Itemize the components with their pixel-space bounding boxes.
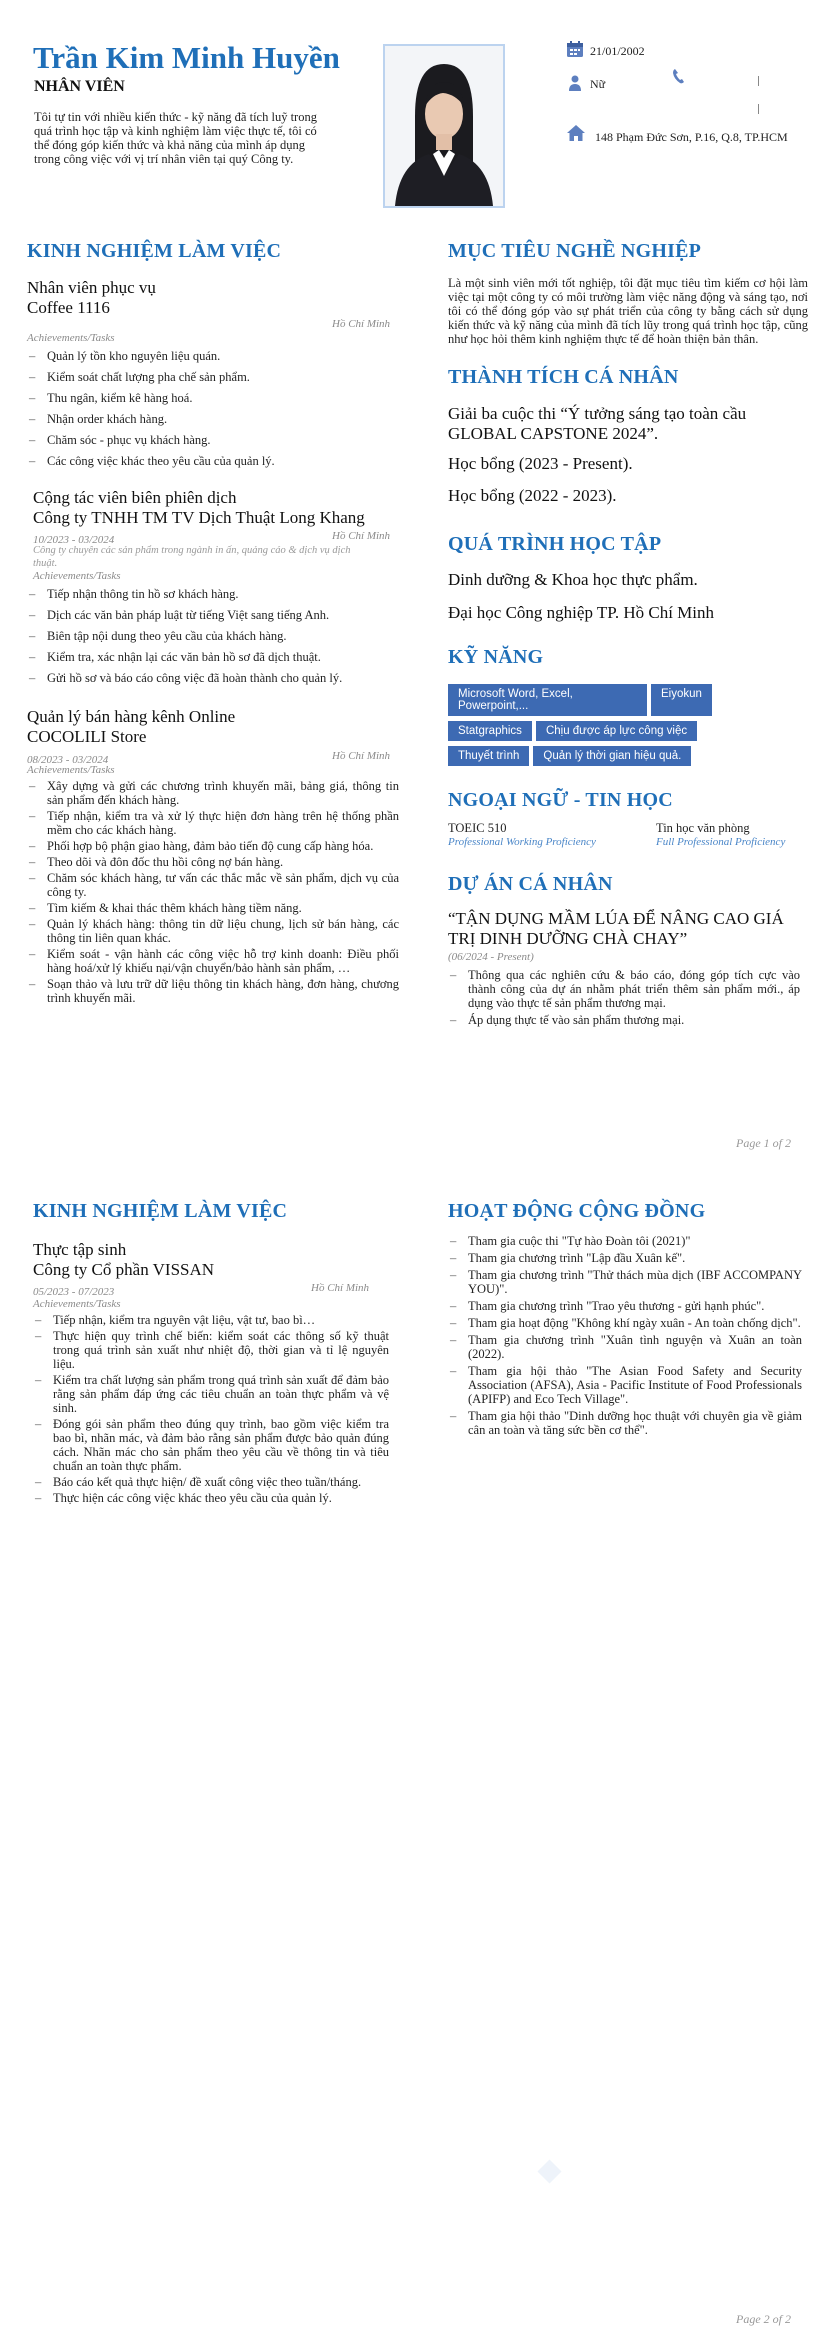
task-item: – Xây dựng và gửi các chương trình khuyến mãi, bảng giá, thông tin sản phẩm đến khách hàng.	[27, 779, 399, 807]
education-major: Dinh dưỡng & Khoa học thực phẩm.	[448, 570, 698, 589]
task-item: – Tìm kiếm & khai thác thêm khách hàng tiềm năng.	[27, 901, 399, 915]
task-item: – Soạn thảo và lưu trữ dữ liệu thông tin khách hàng, đơn hàng, chương trình khuyến mãi.	[27, 977, 399, 1005]
experience-section-title: KINH NGHIỆM LÀM VIỆC	[27, 240, 282, 262]
achievement-item: Học bổng (2022 - 2023).	[448, 486, 617, 505]
job-date: 10/2023 - 03/2024	[33, 534, 115, 546]
achievement-item: Giải ba cuộc thi “Ý tưởng sáng tạo toàn cầu GLOBAL CAPSTONE 2024”.	[448, 404, 747, 443]
task-item: – Kiểm tra, xác nhận lại các văn bản hồ sơ đã dịch thuật.	[27, 650, 397, 664]
tasks-label: Achievements/Tasks	[33, 1298, 121, 1310]
community-item: – Tham gia chương trình "Lập đầu Xuân kế".	[448, 1251, 802, 1265]
community-item: – Tham gia cuộc thi "Tự hào Đoàn tôi (2021)"	[448, 1234, 802, 1248]
task-item: – Tiếp nhận thông tin hồ sơ khách hàng.	[27, 587, 397, 601]
job-role: Quản lý bán hàng kênh Online	[27, 707, 236, 726]
community-item: – Tham gia chương trình "Xuân tình nguyện và Xuân an toàn (2022).	[448, 1333, 802, 1361]
page-number: Page 1 of 2	[736, 1136, 791, 1150]
community-item: – Tham gia hội thảo "The Asian Food Safety and Security Association (AFSA), Asia - Pacific Institute of Food Professionals (APIFP) and Eco Tech Village".	[448, 1364, 802, 1406]
education-school: Đại học Công nghiệp TP. Hồ Chí Minh	[448, 603, 715, 622]
task-item: – Các công việc khác theo yêu cầu của quản lý.	[27, 454, 397, 468]
contact-separator	[758, 76, 759, 86]
community-item: – Tham gia chương trình "Thử thách mùa dịch (IBF ACCOMPANY YOU)".	[448, 1268, 802, 1296]
job-role: Cộng tác viên biên phiên dịch	[33, 488, 237, 507]
job-date: 05/2023 - 07/2023	[33, 1286, 115, 1298]
portrait-image	[385, 46, 503, 206]
task-item: – Báo cáo kết quả thực hiện/ đề xuất công việc theo tuần/tháng.	[33, 1475, 389, 1489]
job-date: 08/2023 - 03/2024	[27, 754, 109, 766]
job-location: Hồ Chí Minh	[332, 750, 391, 762]
task-item: – Thu ngân, kiểm kê hàng hoá.	[27, 391, 397, 405]
community-section-title: HOẠT ĐỘNG CỘNG ĐỒNG	[448, 1200, 706, 1222]
languages-section-title: NGOẠI NGỮ - TIN HỌC	[448, 789, 673, 811]
task-item: – Nhận order khách hàng.	[27, 412, 397, 426]
job-role: Nhân viên phục vụ	[27, 278, 156, 297]
objective-section-title: MỤC TIÊU NGHỀ NGHIỆP	[448, 240, 702, 262]
community-item: – Tham gia hội thảo "Dinh dưỡng học thuật với chuyên gia về giảm cân an toàn và tăng sức bền cơ thể".	[448, 1409, 802, 1437]
community-list	[448, 1234, 802, 1437]
job-entry	[27, 707, 399, 1005]
job-company: Công ty TNHH TM TV Dịch Thuật Long Khang	[33, 508, 365, 527]
job-location: Hồ Chí Minh	[311, 1282, 370, 1294]
job-company: Coffee 1116	[27, 298, 110, 317]
task-item: – Theo dõi và đôn đốc thu hồi công nợ bán hàng.	[27, 855, 399, 869]
gender-icon	[566, 74, 584, 92]
task-item: – Phối hợp bộ phận giao hàng, đảm bảo tiến độ cung cấp hàng hóa.	[27, 839, 399, 853]
achievement-item: Học bổng (2023 - Present).	[448, 454, 633, 473]
education-section-title: QUÁ TRÌNH HỌC TẬP	[448, 533, 662, 555]
task-item: – Kiểm tra chất lượng sản phẩm trong quá trình sản xuất để đảm bảo rằng sản phẩm đáp ứng các tiêu chuẩn an toàn thực phẩm và vệ sinh.	[33, 1373, 389, 1415]
task-list	[27, 779, 399, 1005]
language-name: TOEIC 510	[448, 821, 507, 835]
task-list	[27, 587, 397, 685]
skill-tag: Statgraphics	[448, 721, 532, 741]
skill-tag: Thuyết trình	[448, 746, 529, 766]
task-item: – Thực hiện các công việc khác theo yêu cầu của quản lý.	[33, 1491, 389, 1505]
address-value: 148 Phạm Đức Sơn, P.16, Q.8, TP.HCM	[595, 130, 788, 144]
projects-section-title: DỰ ÁN CÁ NHÂN	[448, 873, 613, 895]
job-entry	[33, 488, 397, 685]
project-task-list	[448, 968, 800, 1027]
task-item: – Thực hiện quy trình chế biến: kiểm soát các thông số kỹ thuật trong quá trình sản xuất như nhiệt độ, thời gian và tỉ lệ nguyên liệu.	[33, 1329, 389, 1371]
task-item: – Biên tập nội dung theo yêu cầu của khách hàng.	[27, 629, 397, 643]
skill-tag: Chịu được áp lực công việc	[536, 721, 697, 741]
skill-tag: Eiyokun	[651, 684, 712, 716]
task-item: – Chăm sóc khách hàng, tư vấn các thắc mắc về sản phẩm, dịch vụ của công ty.	[27, 871, 399, 899]
tasks-label: Achievements/Tasks	[27, 764, 115, 776]
language-level: Full Professional Proficiency	[656, 836, 786, 848]
candidate-name: Trần Kim Minh Huyền	[33, 40, 340, 75]
contact-separator	[758, 104, 759, 114]
task-item: – Gửi hồ sơ và báo cáo công việc đã hoàn thành cho quản lý.	[27, 671, 397, 685]
task-item: – Quản lý khách hàng: thông tin dữ liệu chung, lịch sử bán hàng, các thông tin liên quan khác.	[27, 917, 399, 945]
job-role: Thực tập sinh	[33, 1240, 127, 1259]
home-icon	[566, 124, 586, 142]
skills-tags	[448, 684, 818, 771]
tasks-label: Achievements/Tasks	[27, 332, 115, 344]
tasks-label: Achievements/Tasks	[33, 570, 121, 582]
task-item: – Dịch các văn bản pháp luật từ tiếng Việt sang tiếng Anh.	[27, 608, 397, 622]
task-item: – Chăm sóc - phục vụ khách hàng.	[27, 433, 397, 447]
language-level: Professional Working Proficiency	[448, 836, 596, 848]
candidate-summary: Tôi tự tin với nhiều kiến thức - kỹ năng đã tích luỹ trong quá trình học tập và kinh nghiệm làm việc thực tế, tôi có thể đóng góp kiến thức và khả năng của mình áp dụng trong công việc với vị trí nhân viên tại quý Công ty.	[34, 110, 317, 166]
experience-section-title: KINH NGHIỆM LÀM VIỆC	[33, 1200, 288, 1222]
job-entry	[33, 1240, 389, 1505]
task-item: – Áp dụng thực tế vào sản phẩm thương mại.	[448, 1013, 800, 1027]
project-date: (06/2024 - Present)	[448, 951, 534, 963]
calendar-icon	[566, 40, 584, 58]
achievements-section-title: THÀNH TÍCH CÁ NHÂN	[448, 366, 679, 388]
job-location: Hồ Chí Minh	[332, 318, 391, 330]
language-name: Tin học văn phòng	[656, 821, 750, 835]
profile-photo	[383, 44, 505, 208]
task-item: – Kiểm soát chất lượng pha chế sản phẩm.	[27, 370, 397, 384]
dob-value: 21/01/2002	[590, 44, 645, 58]
task-item: – Kiểm soát - vận hành các công việc hỗ trợ kinh doanh: Điều phối hàng hoá/xử lý khiếu nại/vận chuyển/bảo hành sản phẩm, …	[27, 947, 399, 975]
objective-text: Là một sinh viên mới tốt nghiệp, tôi đặt mục tiêu tìm kiếm cơ hội làm việc tại một công ty có môi trường làm việc năng động và sáng tạo, nơi tôi có thể đóng góp vào sự phát triển của công ty bằng cách sử dụng kiến thức và kỹ năng của mình đã tích lũy trong quá trình học tập, cũng như học hỏi thêm kinh nghiệm thực tế để hoàn thiện bản thân.	[448, 276, 808, 346]
watermark-diamond	[537, 2159, 561, 2183]
skills-section-title: KỸ NĂNG	[448, 646, 544, 668]
task-list	[33, 1313, 389, 1505]
task-item: – Thông qua các nghiên cứu & báo cáo, đóng góp tích cực vào thành công của dự án nhằm phát triển thêm sản phẩm mới., áp dụng vào thực tế sản phẩm thương mại.	[448, 968, 800, 1010]
skill-tag: Quản lý thời gian hiệu quả.	[533, 746, 691, 766]
task-item: – Đóng gói sản phẩm theo đúng quy trình, bao gồm việc kiểm tra bao bì, nhãn mác, và đảm bảo rằng sản phẩm được bảo quản đúng cách. Nhãn mác cho sản phẩm theo yêu cầu về thông tin và tiêu chuẩn an toàn thực phẩm.	[33, 1417, 389, 1473]
community-item: – Tham gia chương trình "Trao yêu thương - gửi hạnh phúc".	[448, 1299, 802, 1313]
job-company: Công ty Cổ phần VISSAN	[33, 1260, 215, 1279]
job-location: Hồ Chí Minh	[332, 530, 391, 542]
project-name: “TẬN DỤNG MẦM LÚA ĐỂ NÂNG CAO GIÁ TRỊ DINH DƯỠNG CHÀ CHAY”	[448, 909, 784, 948]
task-item: – Tiếp nhận, kiểm tra và xử lý thực hiện đơn hàng trên hệ thống phần mềm cho các khách hàng.	[27, 809, 399, 837]
company-description: Công ty chuyên các sản phẩm trong ngành in ấn, quảng cáo & dịch vụ dịch thuật.	[33, 545, 351, 569]
skill-tag: Microsoft Word, Excel, Powerpoint,...	[448, 684, 647, 716]
phone-icon	[672, 68, 686, 84]
task-list	[27, 349, 397, 468]
task-item: – Tiếp nhận, kiểm tra nguyên vật liệu, vật tư, bao bì…	[33, 1313, 389, 1327]
page-number: Page 2 of 2	[736, 2312, 791, 2326]
gender-value: Nữ	[590, 77, 606, 91]
task-item: – Quản lý tồn kho nguyên liệu quán.	[27, 349, 397, 363]
job-company: COCOLILI Store	[27, 727, 147, 746]
candidate-position: NHÂN VIÊN	[34, 78, 125, 95]
job-entry	[27, 278, 397, 468]
community-item: – Tham gia hoạt động "Không khí ngày xuân - An toàn chống dịch".	[448, 1316, 802, 1330]
